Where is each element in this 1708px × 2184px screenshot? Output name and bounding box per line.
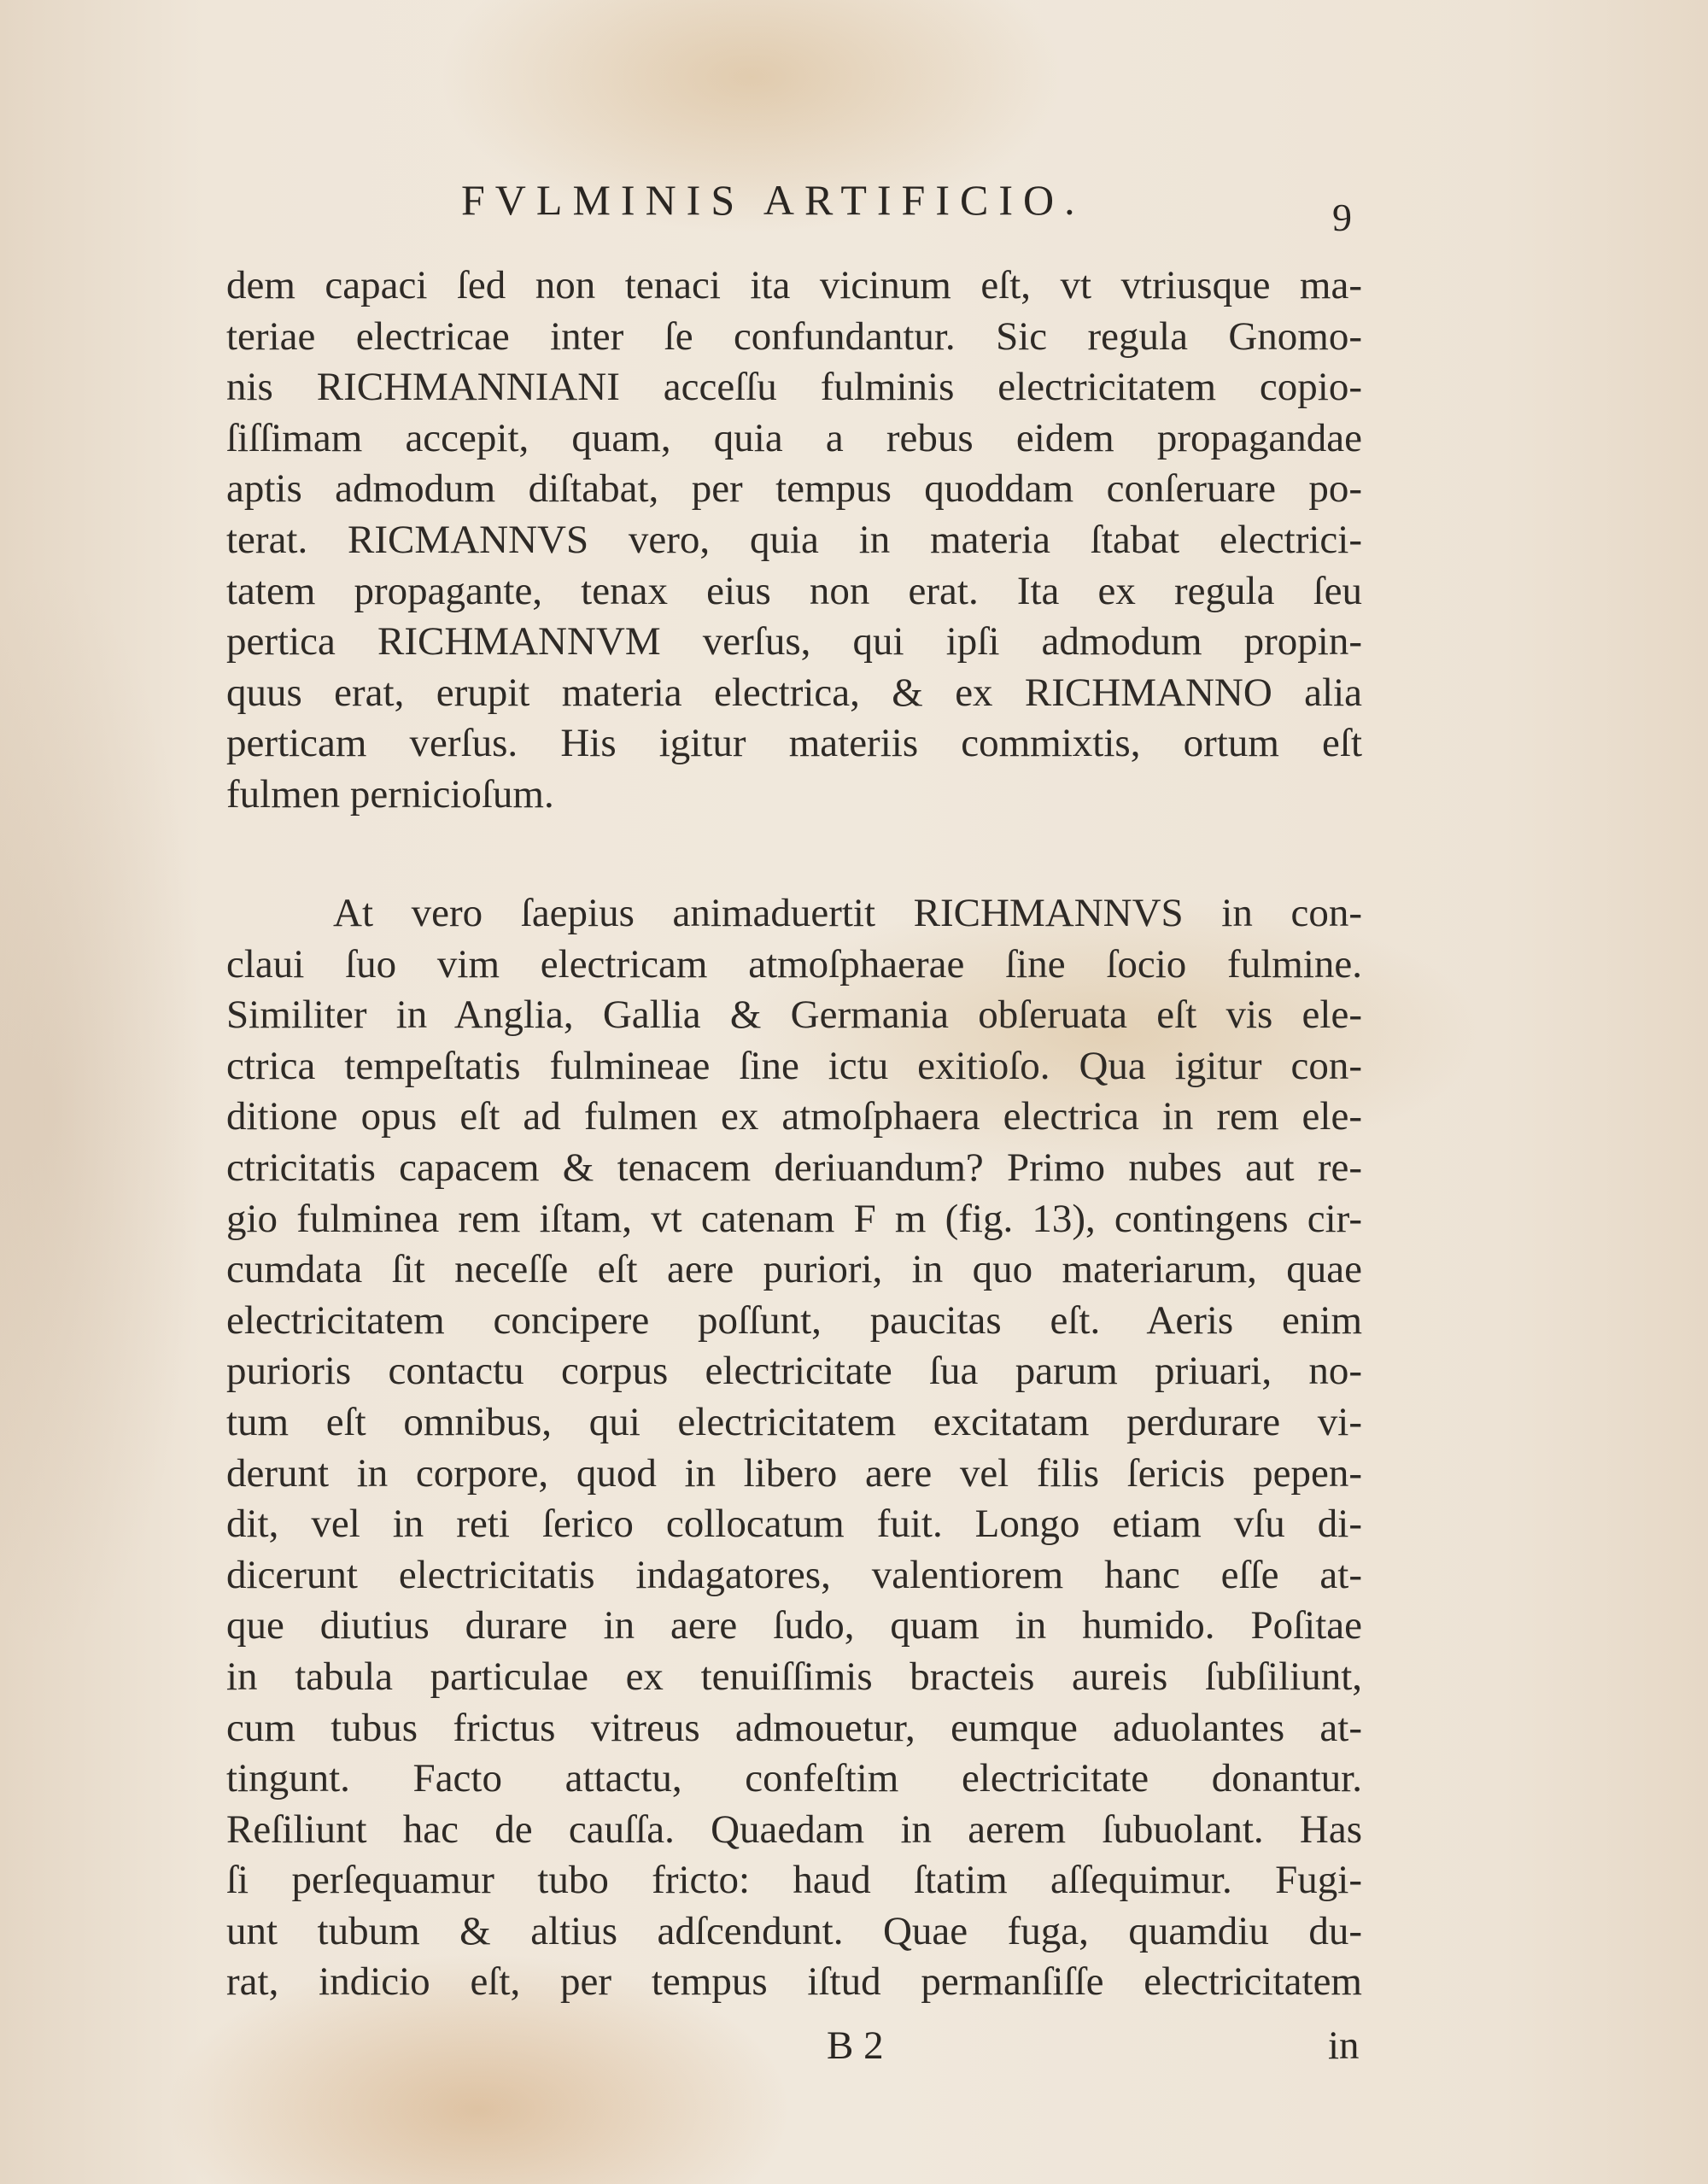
text-line: in tabula particulae ex tenuiſſimis bracteis aureis ſubſiliunt,	[226, 1654, 1362, 1699]
text-line: perticam verſus. His igitur materiis commixtis, ortum eſt	[226, 721, 1362, 766]
text-line: terat. RICMANNVS vero, quia in materia ſtabat electrici-	[226, 517, 1362, 562]
catchword: in	[1328, 2023, 1360, 2068]
text-line: tatem propagante, tenax eius non erat. Ita ex regula ſeu	[226, 568, 1362, 613]
text-line: aptis admodum diſtabat, per tempus quoddam conſeruare po-	[226, 466, 1362, 512]
text-line: fulmen pernicioſum.	[226, 771, 554, 817]
text-line: claui ſuo vim electricam atmoſphaerae ſine ſocio fulmine.	[226, 941, 1362, 987]
text-line: purioris contactu corpus electricitate ſua parum priuari, no-	[226, 1349, 1362, 1394]
page-number: 9	[1332, 196, 1352, 239]
signature-mark: B 2	[827, 2023, 884, 2068]
text-line: pertica RICHMANNVM verſus, qui ipſi admodum propin-	[226, 619, 1362, 665]
text-line: nis RICHMANNIANI acceſſu fulminis electricitatem copio-	[226, 365, 1362, 410]
text-line: unt tubum & altius adſcendunt. Quae fuga, quamdiu du-	[226, 1908, 1362, 1953]
text-line: cumdata ſit neceſſe eſt aere puriori, in quo materiarum, quae	[226, 1247, 1362, 1292]
text-line: Reſiliunt hac de cauſſa. Quaedam in aerem ſubuolant. Has	[226, 1806, 1362, 1852]
text-line: dem capaci ſed non tenaci ita vicinum eſt, vt vtriusque ma-	[226, 263, 1362, 307]
text-line: que diutius durare in aere ſudo, quam in humido. Poſitae	[226, 1603, 1362, 1648]
text-line: ditione opus eſt ad fulmen ex atmoſphaera electrica in rem ele-	[226, 1094, 1362, 1139]
text-line: gio fulminea rem iſtam, vt catenam F m (fig. 13), contingens cir-	[226, 1196, 1362, 1241]
text-line: dicerunt electricitatis indagatores, valentiorem hanc eſſe at-	[226, 1552, 1362, 1597]
text-line: ſi perſequamur tubo fricto: haud ſtatim aſſequimur. Fugi-	[226, 1858, 1362, 1903]
text-line: ſiſſimam accepit, quam, quia a rebus eidem propagandae	[226, 415, 1362, 460]
text-line: rat, indicio eſt, per tempus iſtud permanſiſſe electricitatem	[226, 1959, 1362, 2005]
text-line: ctrica tempeſtatis fulmineae ſine ictu exitioſo. Qua igitur con-	[226, 1043, 1362, 1088]
running-title: FVLMINIS ARTIFICIO.	[461, 176, 1085, 224]
text-line: electricitatem concipere poſſunt, paucitas eſt. Aeris enim	[226, 1297, 1362, 1343]
text-line: dit, vel in reti ſerico collocatum fuit. Longo etiam vſu di-	[226, 1502, 1362, 1547]
text-line: cum tubus frictus vitreus admouetur, eumque aduolantes at-	[226, 1705, 1362, 1750]
text-line: quus erat, erupit materia electrica, & ex RICHMANNO alia	[226, 670, 1362, 715]
text-line: ctricitatis capacem & tenacem deriuandum? Primo nubes aut re-	[226, 1145, 1362, 1190]
text-line: At vero ſaepius animaduertit RICHMANNVS in con-	[333, 891, 1362, 935]
text-line: tum eſt omnibus, qui electricitatem excitatam perdurare vi-	[226, 1399, 1362, 1444]
text-line: Similiter in Anglia, Gallia & Germania obſeruata eſt vis ele-	[226, 992, 1362, 1038]
paragraph-1	[226, 261, 1362, 821]
text-line: teriae electricae inter ſe confundantur. Sic regula Gnomo-	[226, 313, 1362, 359]
paragraph-2	[226, 888, 1362, 2008]
text-line: derunt in corpore, quod in libero aere vel filis ſericis pepen-	[226, 1450, 1362, 1496]
text-line: tingunt. Facto attactu, confeſtim electricitate donantur.	[226, 1756, 1362, 1801]
